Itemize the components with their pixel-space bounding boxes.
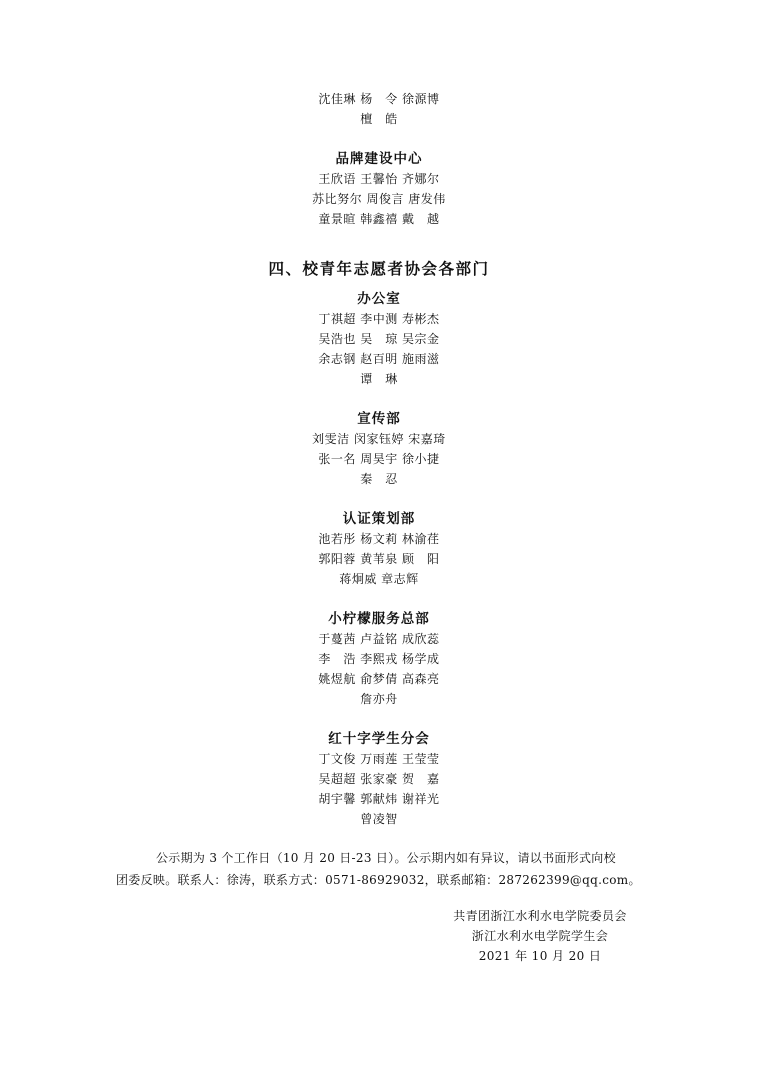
signature-org: 共青团浙江水利水电学院委员会 — [453, 909, 627, 923]
notice-line: 团委反映。联系人：徐涛，联系方式：0571-86929032，联系邮箱：287262399@qq.com。 — [116, 873, 641, 887]
name-line: 蒋炯威 章志辉 — [339, 572, 419, 586]
brand-center-group — [0, 149, 758, 229]
name-line: 曾凌智 — [360, 812, 398, 826]
name-line: 沈佳琳 杨 令 徐源博 — [318, 92, 440, 106]
name-line: 刘雯洁 闵家钰婷 宋嘉琦 — [312, 432, 446, 446]
department-title: 认证策划部 — [342, 511, 416, 527]
name-line: 池若彤 杨文莉 林渝荏 — [318, 532, 440, 546]
signature-block — [420, 906, 660, 966]
department-red-cross — [0, 729, 758, 829]
top-name-group — [0, 89, 758, 129]
department-office — [0, 289, 758, 389]
name-line: 郭阳蓉 黄苇泉 顾 阳 — [318, 552, 440, 566]
department-title: 品牌建设中心 — [335, 151, 423, 167]
name-line: 李 浩 李熙戎 杨学成 — [318, 652, 440, 666]
name-line: 王欣语 王馨怡 齐娜尔 — [318, 172, 440, 186]
name-line: 檀 皓 — [360, 112, 398, 126]
department-title: 红十字学生分会 — [328, 731, 430, 747]
notice-paragraph — [116, 847, 656, 891]
department-publicity — [0, 409, 758, 489]
signature-date: 2021 年 10 月 20 日 — [478, 949, 602, 963]
signature-org: 浙江水利水电学院学生会 — [471, 929, 609, 943]
department-lemon-service — [0, 609, 758, 709]
name-line: 胡宇馨 郭献炜 谢祥光 — [318, 792, 440, 806]
name-line: 余志钢 赵百明 施雨滋 — [318, 352, 440, 366]
name-line: 童景暄 韩鑫禧 戴 越 — [318, 212, 440, 226]
department-title: 小柠檬服务总部 — [328, 611, 430, 627]
section-four-heading — [0, 258, 758, 280]
department-title: 办公室 — [357, 291, 401, 307]
name-line: 于蔓茜 卢益铭 成欣蕊 — [318, 632, 440, 646]
name-line: 丁文俊 万雨莲 王莹莹 — [318, 752, 440, 766]
name-line: 詹亦舟 — [360, 692, 398, 706]
department-certification — [0, 509, 758, 589]
notice-line: 公示期为 3 个工作日（10 月 20 日-23 日）。公示期内如有异议，请以书面形式向校 — [156, 851, 616, 865]
name-line: 吴浩也 吴 琼 吴宗金 — [318, 332, 440, 346]
name-line: 姚煜航 俞梦倩 高森亮 — [318, 672, 440, 686]
name-line: 丁祺超 李中测 寿彬杰 — [318, 312, 440, 326]
department-title: 宣传部 — [357, 411, 401, 427]
name-line: 苏比努尔 周俊言 唐发伟 — [312, 192, 446, 206]
name-line: 吴超超 张家豪 贺 嘉 — [318, 772, 440, 786]
name-line: 张一名 周昊宇 徐小捷 — [318, 452, 440, 466]
name-line: 谭 琳 — [360, 372, 398, 386]
name-line: 秦 忍 — [360, 472, 398, 486]
section-title: 四、校青年志愿者协会各部门 — [268, 260, 490, 278]
